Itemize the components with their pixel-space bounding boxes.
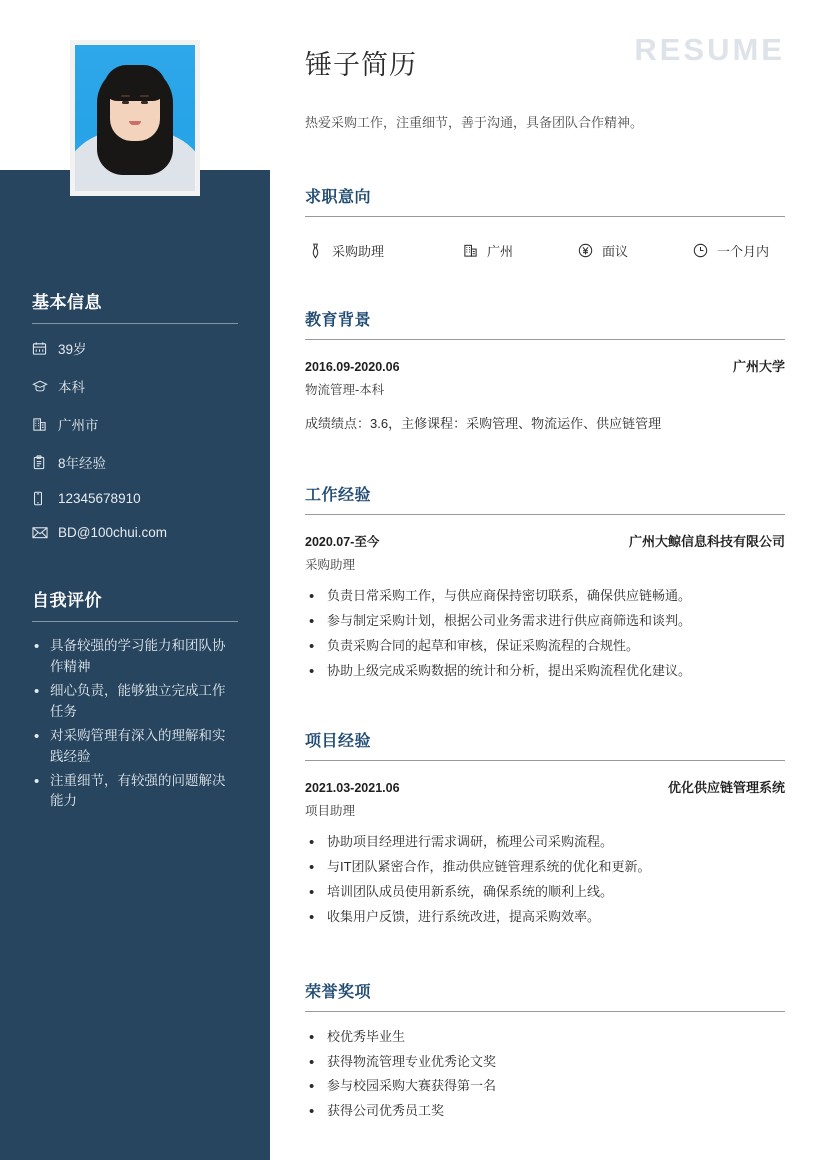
building-icon [32,416,54,432]
envelope-icon [32,524,54,540]
honors-list [305,1028,785,1121]
list-item: • 获得物流管理专业优秀论文奖 [305,1053,785,1072]
work-experience-divider [305,514,785,515]
job-intention-salary [575,241,690,260]
info-row-experience [32,452,238,472]
header [305,0,785,132]
info-value-phone: 12345678910 [58,490,141,506]
list-item: • 负责日常采购工作，与供应商保持密切联系，确保供应链畅通。 [305,587,785,606]
basic-info-divider [32,323,238,324]
project-bullet-list [305,833,785,926]
work-entry [305,531,785,680]
info-row-age [32,338,238,358]
list-item: • 协助上级完成采购数据的统计和分析，提出采购流程优化建议。 [305,662,785,681]
work-date: 2020.07-至今 [305,535,380,549]
info-value-degree: 本科 [58,380,85,395]
education-title: 教育背景 [305,312,372,329]
graduation-cap-icon [32,378,54,394]
main-column [305,0,785,1127]
work-experience-title: 工作经验 [305,487,372,504]
education-date: 2016.09-2020.06 [305,360,400,374]
list-item: • 细心负责，能够独立完成工作任务 [32,681,238,723]
avatar [70,40,200,196]
job-intention-position-text: 采购助理 [332,244,385,259]
sidebar [0,170,270,1160]
info-row-phone [32,490,238,506]
job-intention-divider [305,216,785,217]
section-job-intention [305,184,785,260]
basic-info-title: 基本信息 [32,293,102,312]
self-evaluation-list [32,636,238,812]
tie-icon [305,243,325,259]
list-item: • 与IT团队紧密合作，推动供应链管理系统的优化和更新。 [305,858,785,877]
section-honors [305,979,785,1121]
project-experience-divider [305,760,785,761]
education-school: 广州大学 [732,359,785,374]
project-entry-header [305,777,785,796]
list-item: • 参与制定采购计划，根据公司业务需求进行供应商筛选和谈判。 [305,612,785,631]
self-evaluation-title: 自我评价 [32,591,102,610]
job-intention-row [305,241,785,260]
job-intention-title: 求职意向 [305,189,372,206]
info-value-email: BD@100chui.com [58,524,168,540]
education-entry-header [305,356,785,375]
work-position: 采购助理 [305,558,356,572]
list-item: • 协助项目经理进行需求调研，梳理公司采购流程。 [305,833,785,852]
self-evaluation-divider [32,621,238,622]
list-item: • 获得公司优秀员工奖 [305,1102,785,1121]
yen-circle-icon [575,243,595,258]
list-item: • 培训团队成员使用新系统，确保系统的顺利上线。 [305,883,785,902]
job-intention-salary-text: 面议 [602,244,629,259]
resume-watermark: RESUME [634,32,785,67]
list-item: • 负责采购合同的起草和审核，保证采购流程的合规性。 [305,637,785,656]
education-note: 成绩绩点：3.6，主修课程：采购管理、物流运作、供应链管理 [305,416,662,431]
honors-divider [305,1011,785,1012]
project-role: 项目助理 [305,804,356,819]
list-item: • 对采购管理有深入的理解和实践经验 [32,726,238,768]
job-intention-availability [690,241,769,260]
project-experience-title: 项目经验 [305,733,372,751]
info-value-age: 39岁 [58,342,87,357]
list-item: • 注重细节，有较强的问题解决能力 [32,771,238,813]
project-name: 优化供应链管理系统 [667,780,785,796]
education-major: 物流管理-本科 [305,383,385,397]
list-item: • 具备较强的学习能力和团队协作精神 [32,636,238,678]
project-entry [305,777,785,926]
education-divider [305,339,785,340]
page-title: 锤子简历 [305,50,417,80]
job-intention-city-text: 广州 [487,244,514,259]
calendar-icon [32,340,54,356]
work-company: 广州大鲸信息科技有限公司 [628,534,785,549]
job-intention-position [305,241,460,260]
info-row-city [32,414,238,434]
phone-icon [32,490,54,506]
job-intention-city [460,241,575,260]
sidebar-section-self-evaluation [32,586,238,812]
work-bullet-list [305,587,785,680]
clock-icon [690,243,710,258]
work-entry-header [305,531,785,550]
sidebar-section-basic-info [32,288,238,540]
header-tagline: 热爱采购工作，注重细节，善于沟通，具备团队合作精神。 [305,115,644,130]
info-row-degree [32,376,238,396]
list-item: • 校优秀毕业生 [305,1028,785,1047]
list-item: • 收集用户反馈，进行系统改进，提高采购效率。 [305,908,785,927]
section-education [305,307,785,432]
education-entry [305,356,785,432]
project-date: 2021.03-2021.06 [305,781,400,796]
job-intention-availability-text: 一个月内 [717,244,770,259]
section-work-experience [305,482,785,680]
info-row-email [32,524,238,540]
list-item: • 参与校园采购大赛获得第一名 [305,1077,785,1096]
building-icon [460,243,480,258]
info-value-city: 广州市 [58,418,99,433]
clipboard-icon [32,454,54,470]
info-value-experience: 8年经验 [58,456,107,471]
section-project-experience [305,728,785,926]
honors-title: 荣誉奖项 [305,983,372,1001]
portrait-photo [75,45,195,191]
